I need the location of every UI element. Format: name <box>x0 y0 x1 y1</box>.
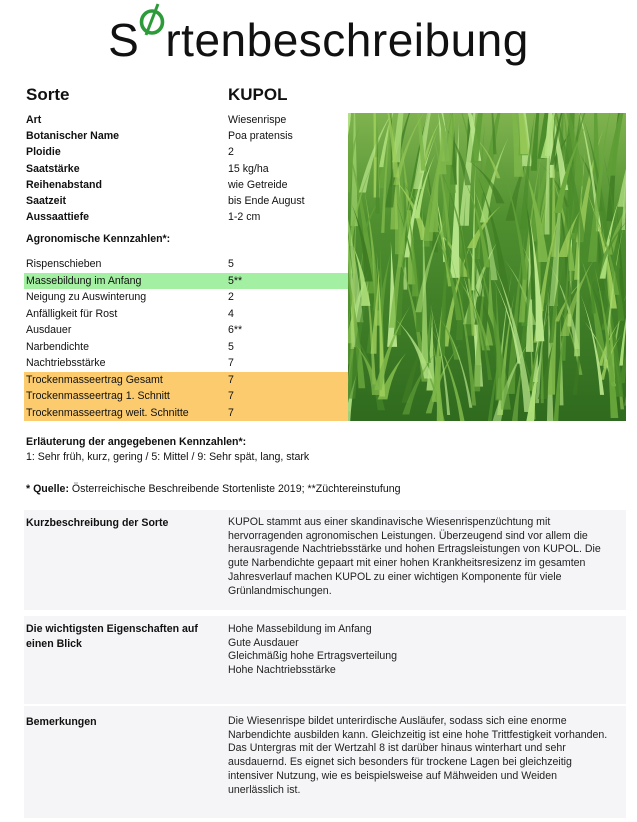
bemerkungen-line: unerlässlich ist. <box>228 783 301 796</box>
attribute-label: Aussaattiefe <box>26 211 89 224</box>
page-title-suffix: rtenbeschreibung <box>165 14 529 66</box>
agro-value: 7 <box>228 357 234 369</box>
attribute-row <box>26 161 346 177</box>
attribute-label: Reihenabstand <box>26 178 102 191</box>
kurz-label: Kurzbeschreibung der Sorte <box>26 517 169 529</box>
eigenschaften-line: Hohe Nachtriebsstärke <box>228 664 336 677</box>
attribute-value: 1-2 cm <box>228 211 261 224</box>
agro-row <box>24 339 348 356</box>
page-title-prefix: S <box>108 14 140 66</box>
eigenschaften-label: Die wichtigsten Eigenschaften auf einen Blick <box>26 623 198 650</box>
attribute-value: 15 kg/ha <box>228 162 269 175</box>
agro-row <box>24 256 348 273</box>
agro-label: Anfälligkeit für Rost <box>26 307 118 320</box>
attribute-row <box>26 128 346 144</box>
sorte-label: Sorte <box>26 85 70 104</box>
agro-value: 5 <box>228 340 234 353</box>
kurz-line: herausragende Nachtriebsstärke und hohen Ertragsleistungen von KUPOL. Die <box>228 543 601 556</box>
attribute-label: Ploidie <box>26 146 61 159</box>
page-title <box>0 12 637 68</box>
logo-o-icon <box>139 26 165 56</box>
agro-row-highlight <box>24 388 348 405</box>
bemerkungen-line: intensiver Nutzung, wie es beispielsweise auf Mähweiden und Weiden <box>228 769 557 782</box>
eigenschaften-line: Gute Ausdauer <box>228 636 299 649</box>
attribute-label: Botanischer Name <box>26 130 120 143</box>
agro-row <box>24 306 348 323</box>
attribute-value: wie Getreide <box>228 178 288 191</box>
agro-value: 6** <box>228 324 243 336</box>
agro-row-highlight <box>24 372 348 389</box>
kurz-line: hervorragenden agronomischen Leistungen. Überzeugend sind vor allem die <box>228 529 588 542</box>
attribute-row <box>26 144 346 160</box>
bemerkungen-line: ausdauernd. Es eignet sich besonders für trockene Lagen bei gleichzeitig <box>228 756 572 769</box>
bemerkungen-text <box>228 715 618 797</box>
attribute-value: bis Ende August <box>228 194 305 207</box>
kurz-line: Grünlandmischungen. <box>228 584 332 597</box>
agro-table <box>24 256 348 421</box>
agro-row-highlight <box>24 405 348 422</box>
attribute-row <box>26 193 346 209</box>
agro-row <box>24 289 348 306</box>
agro-value: 7 <box>228 373 234 386</box>
kurz-line: gute Narbendichte gepaart mit einer hohen Krankheitsresizenz im gesamten <box>228 557 586 570</box>
explanation-heading: Erläuterung der angegebenen Kennzahlen*: <box>26 436 247 448</box>
agro-row <box>24 322 348 339</box>
agro-label: Trockenmasseertrag 1. Schnitt <box>26 390 170 402</box>
agro-value: 5 <box>228 258 234 270</box>
agro-value: 5** <box>228 274 243 287</box>
bemerkungen-label: Bemerkungen <box>26 716 97 728</box>
source-note <box>26 483 401 495</box>
agro-value: 7 <box>228 390 234 402</box>
source-text: Österreichische Beschreibende Stortenliste 2019; **Züchtereinstufung <box>68 483 401 495</box>
attribute-label: Saatstärke <box>26 162 80 175</box>
kurz-line: Jahresverlauf machen KUPOL zu einer wichtigen Komponente für viele <box>228 570 562 583</box>
attribute-row <box>26 112 346 128</box>
agro-label: Narbendichte <box>26 340 90 353</box>
source-label: * Quelle: <box>26 483 69 495</box>
eigenschaften-line: Hohe Massebildung im Anfang <box>228 623 372 635</box>
eigenschaften-line: Gleichmäßig hohe Ertragsverteilung <box>228 650 397 663</box>
attribute-value: Wiesenrispe <box>228 114 287 126</box>
grass-photo <box>348 113 626 421</box>
agro-label: Trockenmasseertrag Gesamt <box>26 373 163 386</box>
agro-label: Massebildung im Anfang <box>26 274 142 287</box>
agro-row <box>24 355 348 372</box>
bemerkungen-line: Die Wiesenrispe bildet unterirdische Ausläufer, sodass sich eine enorme <box>228 715 567 727</box>
attribute-value: Poa pratensis <box>228 130 293 143</box>
bemerkungen-line: Das Untergras mit der Wertzahl 8 ist darüber hinaus winterhart und sehr <box>228 742 566 755</box>
attribute-value: 2 <box>228 146 234 159</box>
kurz-text <box>228 516 618 598</box>
agro-label: Rispenschieben <box>26 258 102 270</box>
explanation-text: 1: Sehr früh, kurz, gering / 5: Mittel / 9: Sehr spät, lang, stark <box>26 451 310 463</box>
sorte-value: KUPOL <box>228 85 288 104</box>
attribute-label: Saatzeit <box>26 194 67 207</box>
agro-heading: Agronomische Kennzahlen*: <box>26 233 171 245</box>
agro-label: Trockenmasseertrag weit. Schnitte <box>26 406 189 419</box>
attribute-list <box>26 112 346 225</box>
attribute-row <box>26 209 346 225</box>
agro-label: Ausdauer <box>26 324 72 336</box>
attribute-row <box>26 177 346 193</box>
bemerkungen-line: Narbendichte ausbilden kann. Gleichzeitig ist eine hohe Trittfestigkeit vorhanden. <box>228 728 608 741</box>
attribute-label: Art <box>26 114 42 126</box>
eigenschaften-text <box>228 623 618 678</box>
agro-value: 4 <box>228 307 234 320</box>
agro-label: Nachtriebsstärke <box>26 357 106 369</box>
agro-value: 2 <box>228 291 234 303</box>
agro-row-highlight <box>24 273 348 290</box>
agro-label: Neigung zu Auswinterung <box>26 291 147 303</box>
kurz-line: KUPOL stammt aus einer skandinavische Wiesenrispenzüchtung mit <box>228 516 551 528</box>
agro-value: 7 <box>228 406 234 419</box>
